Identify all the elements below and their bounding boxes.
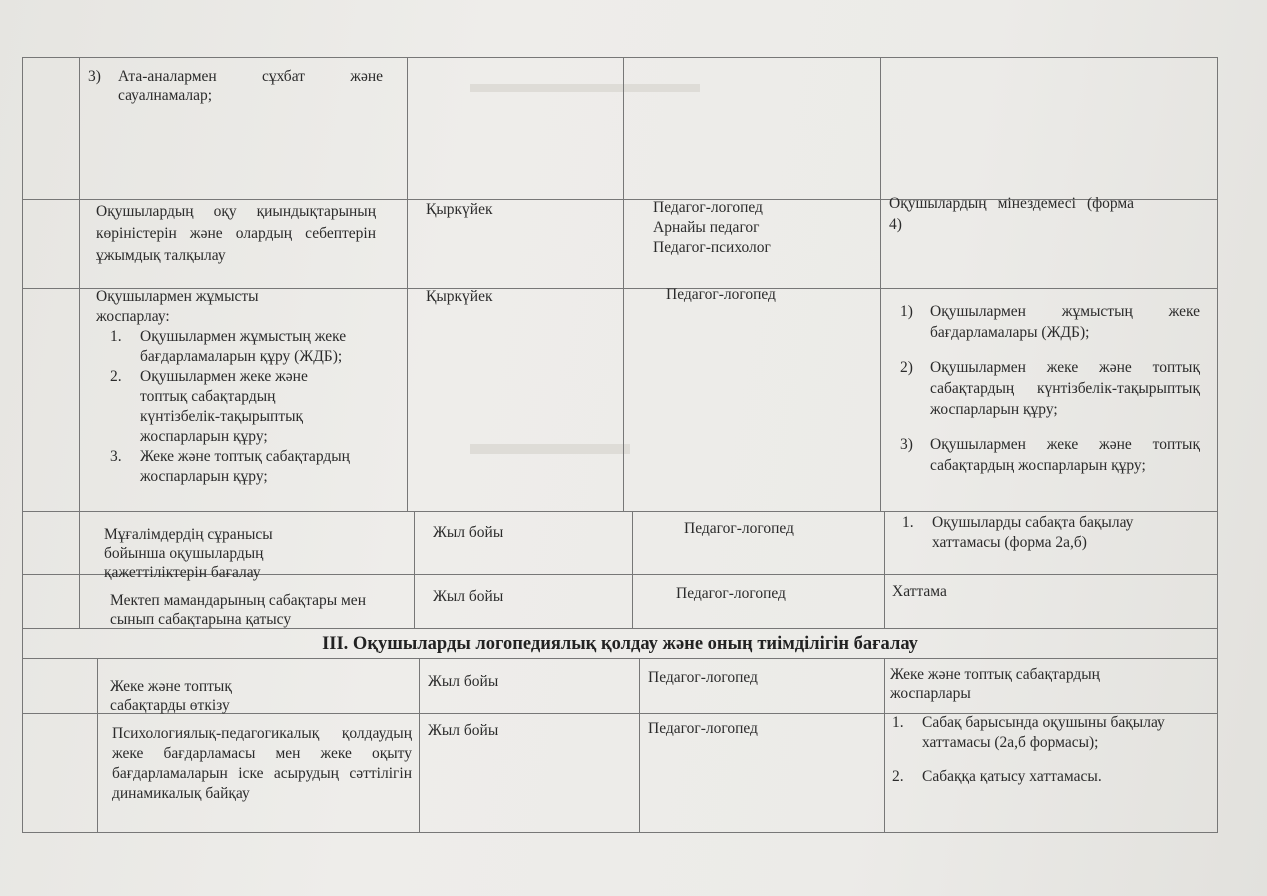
plan-table xyxy=(22,57,1218,833)
activity-cell xyxy=(88,67,383,105)
list-text: Сабаққа қатысу хаттамасы. xyxy=(922,768,1102,785)
responsible-cell: Педагог-логопед xyxy=(648,720,758,737)
list-item xyxy=(900,301,1200,343)
list-text: Оқушылармен жеке және топтық сабақтардың күнтізбелік-тақырыптық жоспарларын құру; xyxy=(930,359,1200,418)
list-item xyxy=(892,713,1204,753)
term-cell: Қыркүйек xyxy=(426,288,493,305)
term-cell: Жыл бойы xyxy=(433,524,504,541)
table-border xyxy=(632,511,633,628)
activity-cell xyxy=(96,287,396,487)
result-cell xyxy=(892,713,1204,787)
responsible-cell xyxy=(653,198,771,258)
list-text: Оқушылармен жұмыстың жеке бағдарламалары (ЖДБ); xyxy=(930,303,1200,341)
responsible-cell: Педагог-логопед xyxy=(666,286,776,303)
list-number: 3. xyxy=(110,448,122,465)
list-item xyxy=(88,67,383,105)
responsible-name: Арнайы педагог xyxy=(653,219,760,236)
table-border xyxy=(884,511,885,628)
table-border xyxy=(880,57,881,511)
list-number: 1) xyxy=(900,303,913,320)
table-border xyxy=(97,658,98,833)
activity-cell: Мұғалімдердің сұранысы бойынша оқушылардың қажеттіліктерін бағалау xyxy=(104,526,273,581)
responsible-cell: Педагог-логопед xyxy=(684,520,794,537)
list-number: 1. xyxy=(892,714,904,731)
responsible-name: Педагог-логопед xyxy=(653,199,763,216)
responsible-cell: Педагог-логопед xyxy=(676,585,786,602)
term-cell: Қыркүйек xyxy=(426,201,493,218)
table-border xyxy=(1217,57,1218,833)
responsible-cell: Педагог-логопед xyxy=(648,669,758,686)
activity-cell: Психологиялық-педагогикалық қолдаудың жеке бағдарламасы мен жеке оқыту бағдарламаларын іске асырудың сәттілігін динамикалық байқау xyxy=(112,725,412,802)
activity-cell: Мектеп мамандарының сабақтары мен сынып сабақтарына қатысу xyxy=(110,592,366,628)
activity-cell: Оқушылардың оқу қиындықтарының көріністерін және олардың себептерін ұжымдық талқылау xyxy=(96,203,376,264)
table-border xyxy=(22,658,1218,659)
table-border xyxy=(414,511,415,628)
list-item xyxy=(900,357,1200,420)
list-text: Оқушылармен жұмыстың жеке бағдарламаларын құру (ЖДБ); xyxy=(140,328,347,365)
term-cell: Жыл бойы xyxy=(428,673,499,690)
activity-cell: Жеке және топтық сабақтарды өткізу xyxy=(110,678,232,714)
result-cell: Хаттама xyxy=(892,583,947,600)
activity-heading: Оқушылармен жұмысты жоспарлау: xyxy=(96,288,259,325)
result-cell xyxy=(900,301,1200,476)
list-text: Оқушылармен жеке және топтық сабақтардың күнтізбелік-тақырыптық жоспарларын құру; xyxy=(140,368,308,445)
table-border xyxy=(623,57,624,511)
list-item xyxy=(902,513,1192,553)
list-text: Сабақ барысында оқушыны бақылау хаттамасы (2а,б формасы); xyxy=(922,714,1165,751)
table-border xyxy=(22,57,23,833)
list-item xyxy=(110,447,370,487)
list-item xyxy=(110,327,396,367)
list-text: Оқушылармен жеке және топтық сабақтардың жоспарларын құру; xyxy=(930,436,1200,474)
term-cell: Жыл бойы xyxy=(433,588,504,605)
table-border xyxy=(79,57,80,628)
list-number: 3) xyxy=(900,436,913,453)
list-number: 1. xyxy=(110,328,122,345)
table-border xyxy=(407,57,408,511)
list-number: 3) xyxy=(88,68,101,85)
table-border xyxy=(419,658,420,833)
list-item xyxy=(110,367,350,447)
table-border xyxy=(884,658,885,833)
term-cell: Жыл бойы xyxy=(428,722,499,739)
table-border xyxy=(22,57,1218,58)
table-border xyxy=(22,511,1218,512)
list-number: 1. xyxy=(902,514,914,531)
list-item xyxy=(900,434,1200,476)
list-text: Жеке және топтық сабақтардың жоспарларын құру; xyxy=(140,448,350,485)
list-text: Ата-аналармен сұхбат және сауалнамалар; xyxy=(118,68,383,104)
list-number: 2. xyxy=(892,768,904,785)
section-title: III. Оқушыларды логопедиялық қолдау және оның тиімділігін бағалау xyxy=(322,634,918,654)
list-item xyxy=(892,767,1204,787)
result-cell xyxy=(902,513,1192,553)
responsible-name: Педагог-психолог xyxy=(653,239,771,256)
table-border xyxy=(639,658,640,833)
result-cell: Оқушылардың мінездемесі (форма 4) xyxy=(889,195,1134,233)
list-number: 2) xyxy=(900,359,913,376)
result-cell: Жеке және топтық сабақтардың жоспарлары xyxy=(890,666,1100,702)
list-text: Оқушыларды сабақта бақылау хаттамасы (форма 2а,б) xyxy=(932,514,1134,551)
table-border xyxy=(22,832,1218,833)
list-number: 2. xyxy=(110,368,122,385)
